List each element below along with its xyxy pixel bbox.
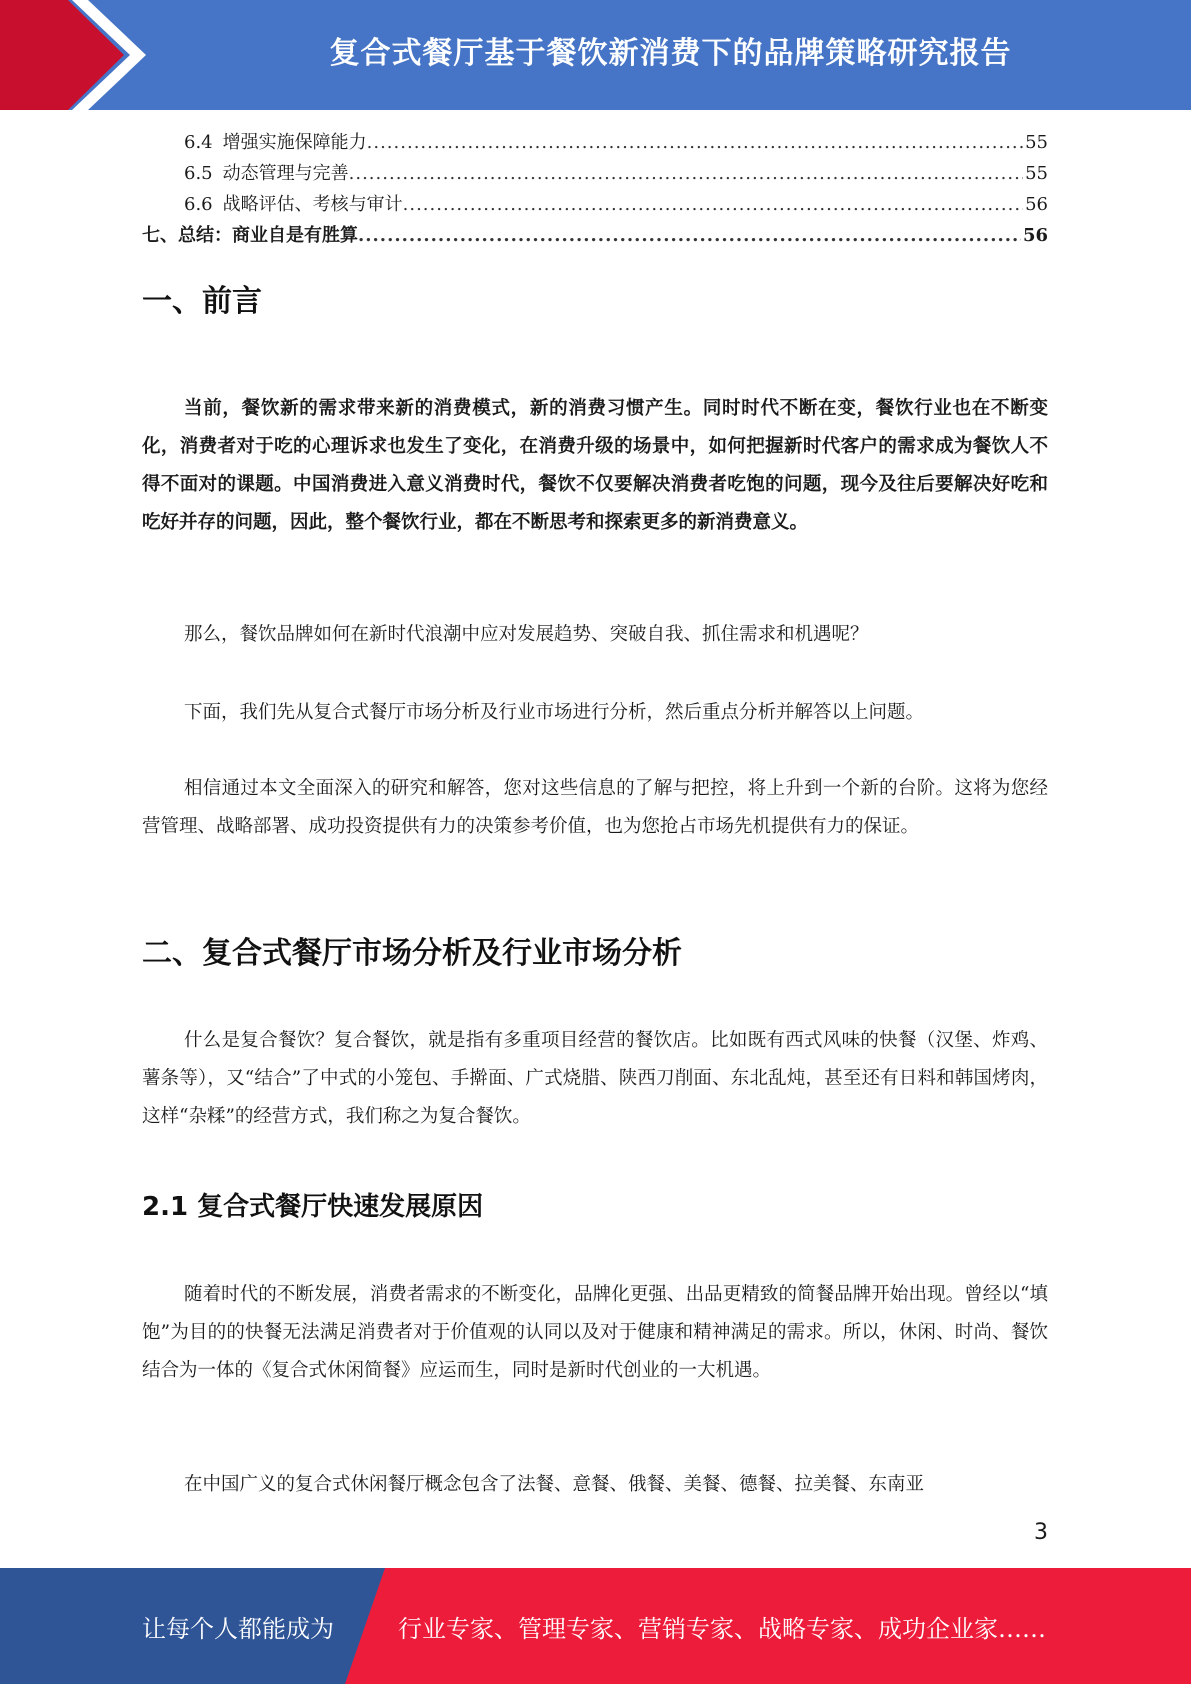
- toc-leader-dots: [403, 194, 1023, 215]
- toc-leader-dots: [367, 132, 1023, 153]
- toc-entry-page: 55: [1025, 132, 1048, 153]
- toc-entry-page: 56: [1022, 225, 1048, 246]
- subsection-heading: 2.1 复合式餐厅快速发展原因: [142, 1192, 484, 1222]
- paragraph: 那么，餐饮品牌如何在新时代浪潮中应对发展趋势、突破自我、抓住需求和机遇呢？: [184, 624, 869, 645]
- header-arrow-decoration: [0, 0, 150, 110]
- toc-entry-title: 动态管理与完善: [222, 163, 349, 184]
- toc-entry-number: 6.6: [184, 194, 213, 215]
- report-header: [0, 0, 1191, 110]
- toc-entry[interactable]: [142, 159, 1048, 190]
- toc-leader-dots: [358, 225, 1021, 246]
- paragraph: 随着时代的不断发展，消费者需求的不断变化，品牌化更强、出品更精致的简餐品牌开始出现。曾经以“填饱”为目的的快餐无法满足消费者对于价值观的认同以及对于健康和精神满足的需求。所以，休闲、时尚、餐饮结合为一体的《复合式休闲简餐》应运而生，同时是新时代创业的一大机遇。: [142, 1284, 1048, 1381]
- toc-leader-dots: [349, 163, 1023, 184]
- toc-entry[interactable]: [142, 128, 1048, 159]
- toc-entry-page: 55: [1025, 163, 1048, 184]
- section-heading: 二、复合式餐厅市场分析及行业市场分析: [142, 936, 682, 971]
- toc-entry[interactable]: [142, 221, 1048, 252]
- footer-slogan-left: 让每个人都能成为: [142, 1614, 334, 1643]
- toc-entry-number: 6.4: [184, 132, 213, 153]
- paragraph: 下面，我们先从复合式餐厅市场分析及行业市场进行分析，然后重点分析并解答以上问题。: [184, 702, 925, 723]
- paragraph: 当前，餐饮新的需求带来新的消费模式，新的消费习惯产生。同时时代不断在变，餐饮行业也在不断变化，消费者对于吃的心理诉求也发生了变化，在消费升级的场景中，如何把握新时代客户的需求成为餐饮人不得不面对的课题。中国消费进入意义消费时代，餐饮不仅要解决消费者吃饱的问题，现今及往后要解决好吃和吃好并存的问题，因此，整个餐饮行业，都在不断思考和探索更多的新消费意义。: [142, 398, 1048, 533]
- toc-entry-number: 6.5: [184, 163, 213, 184]
- page-number: 3: [1034, 1520, 1048, 1545]
- footer-slogan-right: 行业专家、管理专家、营销专家、战略专家、成功企业家……: [398, 1614, 1046, 1643]
- toc-entry[interactable]: [142, 190, 1048, 221]
- toc-entry-page: 56: [1025, 194, 1048, 215]
- paragraph: 相信通过本文全面深入的研究和解答，您对这些信息的了解与把控，将上升到一个新的台阶。这将为您经营管理、战略部署、成功投资提供有力的决策参考价值，也为您抢占市场先机提供有力的保证。: [142, 778, 1048, 837]
- section-heading: 一、前言: [142, 284, 262, 319]
- toc-entry-title: 战略评估、考核与审计: [222, 194, 403, 215]
- table-of-contents: [142, 128, 1048, 252]
- report-title: 复合式餐厅基于餐饮新消费下的品牌策略研究报告: [329, 36, 1012, 71]
- report-footer: [0, 1568, 1191, 1684]
- toc-entry-title: 增强实施保障能力: [222, 132, 367, 153]
- toc-entry-title: 七、总结：商业自是有胜算: [142, 225, 358, 246]
- paragraph: 在中国广义的复合式休闲餐厅概念包含了法餐、意餐、俄餐、美餐、德餐、拉美餐、东南亚: [184, 1474, 925, 1495]
- paragraph: 什么是复合餐饮？复合餐饮，就是指有多重项目经营的餐饮店。比如既有西式风味的快餐（汉堡、炸鸡、薯条等），又“结合”了中式的小笼包、手擀面、广式烧腊、陕西刀削面、东北乱炖，甚至还有日料和韩国烤肉，这样“杂糅”的经营方式，我们称之为复合餐饮。: [142, 1030, 1048, 1127]
